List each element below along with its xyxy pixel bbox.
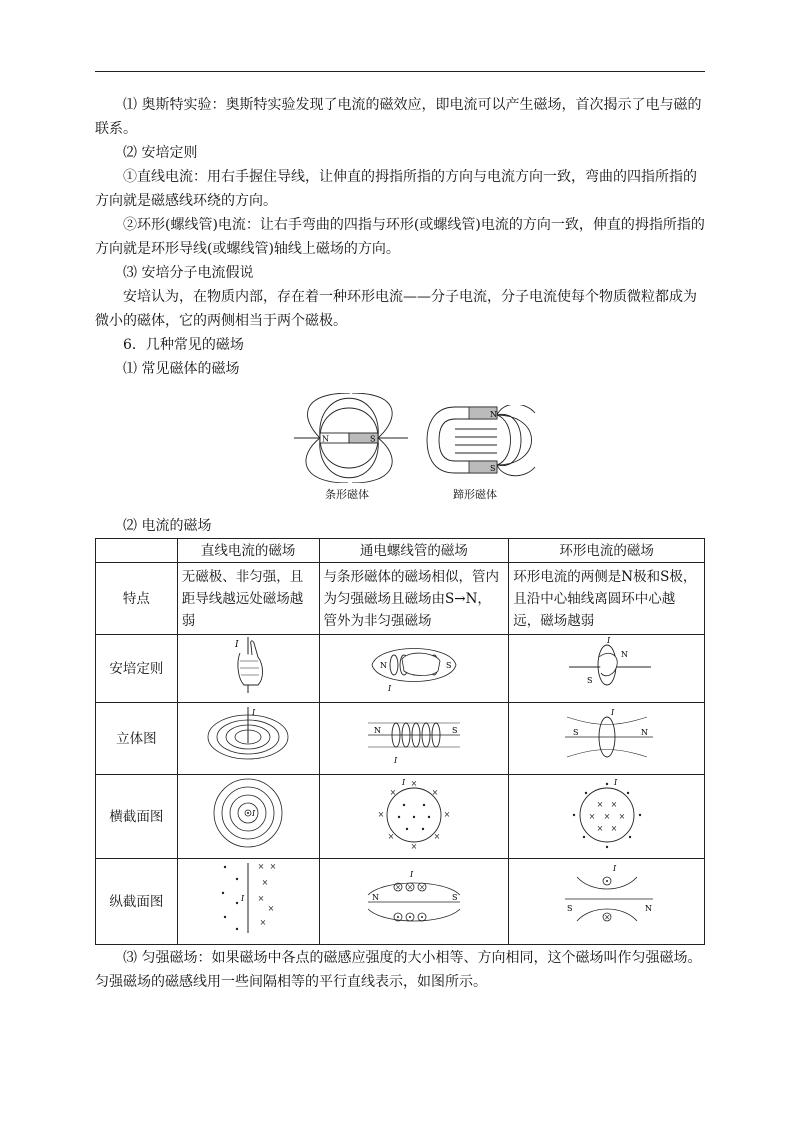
long-ring-cell bbox=[509, 859, 705, 945]
row-label-cross-section: 横截面图 bbox=[96, 775, 178, 859]
horseshoe-n-label: N bbox=[490, 410, 497, 419]
solenoid-longitudinal-diagram bbox=[354, 859, 474, 937]
ring-current-paragraph: ②环形(螺线管)电流：让右手弯曲的四指与环形(或螺线管)电流的方向一致，伸直的拇指所指的方向就是环形导线(或螺线管)轴线上磁场的方向。 bbox=[95, 217, 705, 257]
long-straight-current-label: I bbox=[241, 894, 245, 903]
3d-solenoid-current-label: I bbox=[393, 756, 398, 765]
svg-text:×: × bbox=[389, 788, 397, 797]
3d-ring-cell bbox=[509, 703, 705, 775]
horseshoe-magnet-caption: 蹄形磁体 bbox=[453, 488, 497, 501]
solenoid-s-label: S bbox=[445, 661, 452, 670]
svg-text:×: × bbox=[618, 812, 625, 821]
svg-text:×: × bbox=[433, 832, 441, 841]
table-header-solenoid: 通电螺线管的磁场 bbox=[319, 539, 509, 563]
straight-longitudinal-diagram bbox=[213, 859, 283, 937]
svg-text:×: × bbox=[603, 812, 610, 821]
ampere-rule-title: ⑵ 安培定则 bbox=[123, 145, 198, 161]
long-solenoid-n-label: N bbox=[371, 893, 379, 902]
long-solenoid-current-label: I bbox=[409, 870, 414, 879]
3d-ring-s-label: S bbox=[572, 728, 579, 737]
horseshoe-magnet-figure bbox=[425, 405, 537, 483]
svg-text:×: × bbox=[269, 862, 277, 871]
magnet-field-title: ⑴ 常见磁体的磁场 bbox=[123, 361, 240, 377]
svg-text:×: × bbox=[431, 788, 439, 797]
right-hand-straight-icon bbox=[218, 635, 278, 695]
bar-magnet-caption: 条形磁体 bbox=[325, 488, 369, 501]
cross-ring-current-label: I bbox=[613, 778, 617, 787]
svg-text:×: × bbox=[443, 810, 451, 819]
row-label-3d: 立体图 bbox=[96, 703, 178, 775]
ring-n-label: N bbox=[620, 650, 628, 659]
cross-solenoid-current-label: I bbox=[401, 778, 406, 787]
svg-text:×: × bbox=[596, 800, 603, 809]
bar-s-label: S bbox=[370, 434, 376, 444]
svg-text:×: × bbox=[610, 800, 617, 809]
bar-magnet-figure bbox=[290, 393, 415, 483]
ampere-straight-cell bbox=[177, 635, 319, 703]
feature-solenoid: 与条形磁体的磁场相似，管内为匀强磁场且磁场由S→N，管外为非匀强磁场 bbox=[319, 563, 509, 635]
feature-straight: 无磁极、非匀强，且距导线越远处磁场越弱 bbox=[177, 563, 319, 635]
svg-text:×: × bbox=[377, 810, 385, 819]
long-solenoid-cell bbox=[319, 859, 509, 945]
straight-current-label: I bbox=[235, 640, 239, 650]
table-header-straight: 直线电流的磁场 bbox=[177, 539, 319, 563]
uniform-field-paragraph: ⑶ 匀强磁场：如果磁场中各点的磁感应强度的大小相等、方向相同，这个磁场叫作匀强磁场。匀强磁场的磁感线用一些间隔相等的平行直线表示，如图所示。 bbox=[95, 950, 702, 990]
long-solenoid-s-label: S bbox=[451, 893, 458, 902]
table-header-row bbox=[96, 539, 705, 563]
long-straight-cell bbox=[177, 859, 319, 945]
3d-solenoid-cell bbox=[319, 703, 509, 775]
feature-ring: 环形电流的两侧是N极和S极，且沿中心轴线离圆环中心越远，磁场越弱 bbox=[509, 563, 705, 635]
3d-solenoid-n-label: N bbox=[373, 726, 381, 735]
svg-text:×: × bbox=[410, 842, 418, 851]
row-label-ampere-rule: 安培定则 bbox=[96, 635, 178, 703]
svg-text:×: × bbox=[418, 883, 425, 892]
right-hand-ring-icon bbox=[547, 635, 667, 695]
svg-text:×: × bbox=[261, 878, 269, 887]
table-header-corner bbox=[96, 539, 178, 563]
ring-current-label: I bbox=[606, 636, 610, 645]
table-row-3d bbox=[96, 703, 705, 775]
ampere-ring-cell bbox=[509, 635, 705, 703]
straight-cross-section-diagram bbox=[208, 775, 288, 851]
solenoid-3d-diagram bbox=[354, 703, 474, 767]
horseshoe-s-label: S bbox=[490, 464, 496, 473]
current-field-title: ⑵ 电流的磁场 bbox=[123, 518, 212, 534]
3d-solenoid-s-label: S bbox=[451, 726, 458, 735]
ring-s-label: S bbox=[586, 676, 593, 685]
bar-n-label: N bbox=[322, 434, 329, 444]
molecular-paragraph: 安培认为，在物质内部，存在着一种环形电流——分子电流，分子电流使每个物质微粒都成为微小的磁体，它的两侧相当于两个磁极。 bbox=[95, 289, 697, 329]
straight-3d-diagram bbox=[203, 703, 293, 767]
row-label-longitudinal-section: 纵截面图 bbox=[96, 859, 178, 945]
svg-text:×: × bbox=[406, 883, 413, 892]
table-row-longitudinal-section bbox=[96, 859, 705, 945]
svg-text:×: × bbox=[257, 894, 265, 903]
svg-text:×: × bbox=[387, 832, 395, 841]
table-row-cross-section bbox=[96, 775, 705, 859]
right-hand-solenoid-icon bbox=[354, 635, 474, 695]
3d-ring-n-label: N bbox=[640, 728, 648, 737]
solenoid-n-label: N bbox=[379, 661, 387, 670]
3d-straight-current-label: I bbox=[252, 708, 256, 717]
section-6-heading: 6．几种常见的磁场 bbox=[123, 337, 244, 353]
ampere-solenoid-cell bbox=[319, 635, 509, 703]
long-ring-n-label: N bbox=[644, 904, 652, 913]
row-label-features: 特点 bbox=[96, 563, 178, 635]
header-rule bbox=[95, 71, 705, 72]
ring-3d-diagram bbox=[547, 703, 667, 767]
svg-text:×: × bbox=[603, 913, 610, 922]
oersted-paragraph: ⑴ 奥斯特实验：奥斯特实验发现了电流的磁效应，即电流可以产生磁场，首次揭示了电与磁的联系。 bbox=[95, 97, 702, 137]
current-field-table bbox=[95, 538, 705, 945]
svg-text:×: × bbox=[267, 904, 275, 913]
straight-current-paragraph: ①直线电流：用右手握住导线，让伸直的拇指所指的方向与电流方向一致，弯曲的四指所指的方向就是磁感线环绕的方向。 bbox=[95, 169, 697, 209]
solenoid-cross-section-diagram bbox=[369, 775, 459, 851]
cross-ring-cell bbox=[509, 775, 705, 859]
svg-text:×: × bbox=[596, 824, 603, 833]
3d-ring-current-label: I bbox=[610, 708, 614, 717]
molecular-title: ⑶ 安培分子电流假说 bbox=[123, 265, 254, 281]
3d-straight-cell bbox=[177, 703, 319, 775]
table-row-features bbox=[96, 563, 705, 635]
cross-straight-cell bbox=[177, 775, 319, 859]
svg-text:×: × bbox=[259, 918, 267, 927]
long-ring-s-label: S bbox=[566, 904, 573, 913]
table-row-ampere-rule bbox=[96, 635, 705, 703]
svg-text:×: × bbox=[610, 824, 617, 833]
ring-longitudinal-diagram bbox=[547, 859, 667, 937]
svg-text:×: × bbox=[394, 883, 401, 892]
svg-text:×: × bbox=[257, 862, 265, 871]
svg-text:×: × bbox=[410, 779, 418, 788]
cross-solenoid-cell bbox=[319, 775, 509, 859]
svg-text:×: × bbox=[588, 812, 595, 821]
ring-cross-section-diagram bbox=[562, 775, 652, 851]
table-header-ring: 环形电流的磁场 bbox=[509, 539, 705, 563]
solenoid-current-label: I bbox=[387, 684, 392, 693]
cross-straight-current-label: I bbox=[252, 809, 256, 818]
long-ring-current-label: I bbox=[612, 864, 616, 873]
